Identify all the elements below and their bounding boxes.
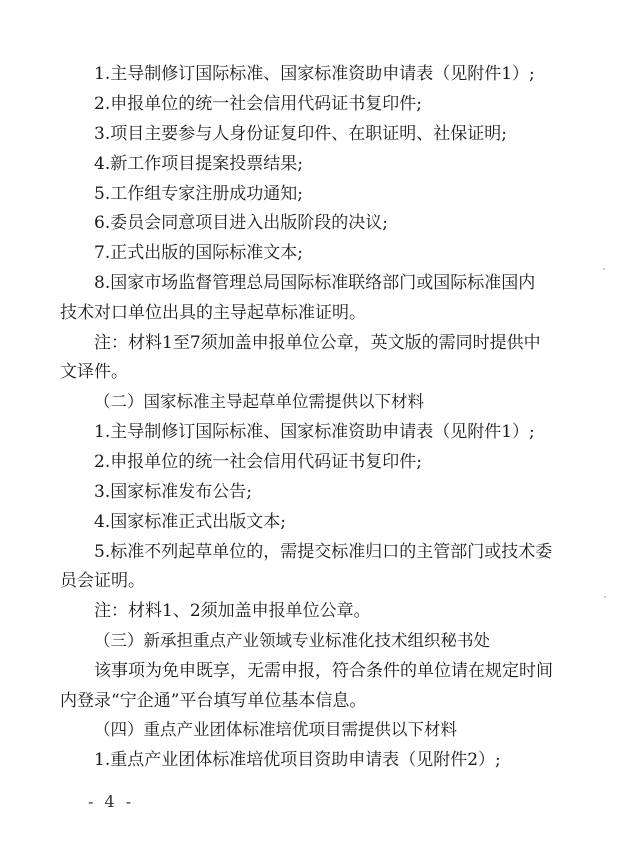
note-natl: 注：材料1、2须加盖申报单位公章。	[94, 601, 371, 621]
list-item-natl-2: 2.申报单位的统一社会信用代码证书复印件;	[94, 452, 422, 472]
list-item-natl-5-cont: 员会证明。	[60, 571, 145, 591]
list-item-natl-1: 1.主导制修订国际标准、国家标准资助申请表（见附件1）;	[94, 422, 535, 442]
note-intl: 注：材料1至7须加盖申报单位公章，英文版的需同时提供中	[94, 333, 541, 353]
list-item-intl-5: 5.工作组专家注册成功通知;	[94, 184, 303, 204]
list-item-group-1: 1.重点产业团体标准培优项目资助申请表（见附件2）;	[94, 750, 501, 770]
list-item-intl-1: 1.主导制修订国际标准、国家标准资助申请表（见附件1）;	[94, 64, 535, 84]
page-number: - 4 -	[88, 792, 135, 811]
list-item-natl-5: 5.标准不列起草单位的，需提交标准归口的主管部门或技术委	[94, 542, 553, 562]
section-heading-2: （二）国家标准主导起草单位需提供以下材料	[94, 392, 424, 411]
list-item-intl-2: 2.申报单位的统一社会信用代码证书复印件;	[94, 94, 422, 114]
list-item-intl-7: 7.正式出版的国际标准文本;	[94, 243, 303, 263]
list-item-natl-3: 3.国家标准发布公告;	[94, 482, 252, 502]
list-item-intl-6: 6.委员会同意项目进入出版阶段的决议;	[94, 213, 388, 233]
paragraph-secretariat-cont: 内登录“宁企通”平台填写单位基本信息。	[60, 691, 367, 711]
list-item-intl-3: 3.项目主要参与人身份证复印件、在职证明、社保证明;	[94, 124, 507, 144]
list-item-intl-8-cont: 技术对口单位出具的主导起草标准证明。	[60, 303, 366, 323]
scan-speck	[604, 596, 606, 598]
scan-speck	[603, 268, 605, 270]
section-heading-4: （四）重点产业团体标准培优项目需提供以下材料	[94, 720, 457, 739]
section-heading-3: （三）新承担重点产业领域专业标准化技术组织秘书处	[94, 631, 490, 650]
paragraph-secretariat: 该事项为免申既享，无需申报，符合条件的单位请在规定时间	[94, 661, 553, 681]
list-item-intl-8: 8.国家市场监督管理总局国际标准联络部门或国际标准国内	[94, 273, 536, 293]
list-item-natl-4: 4.国家标准正式出版文本;	[94, 512, 286, 532]
note-intl-cont: 文译件。	[60, 362, 128, 382]
list-item-intl-4: 4.新工作项目提案投票结果;	[94, 154, 303, 174]
